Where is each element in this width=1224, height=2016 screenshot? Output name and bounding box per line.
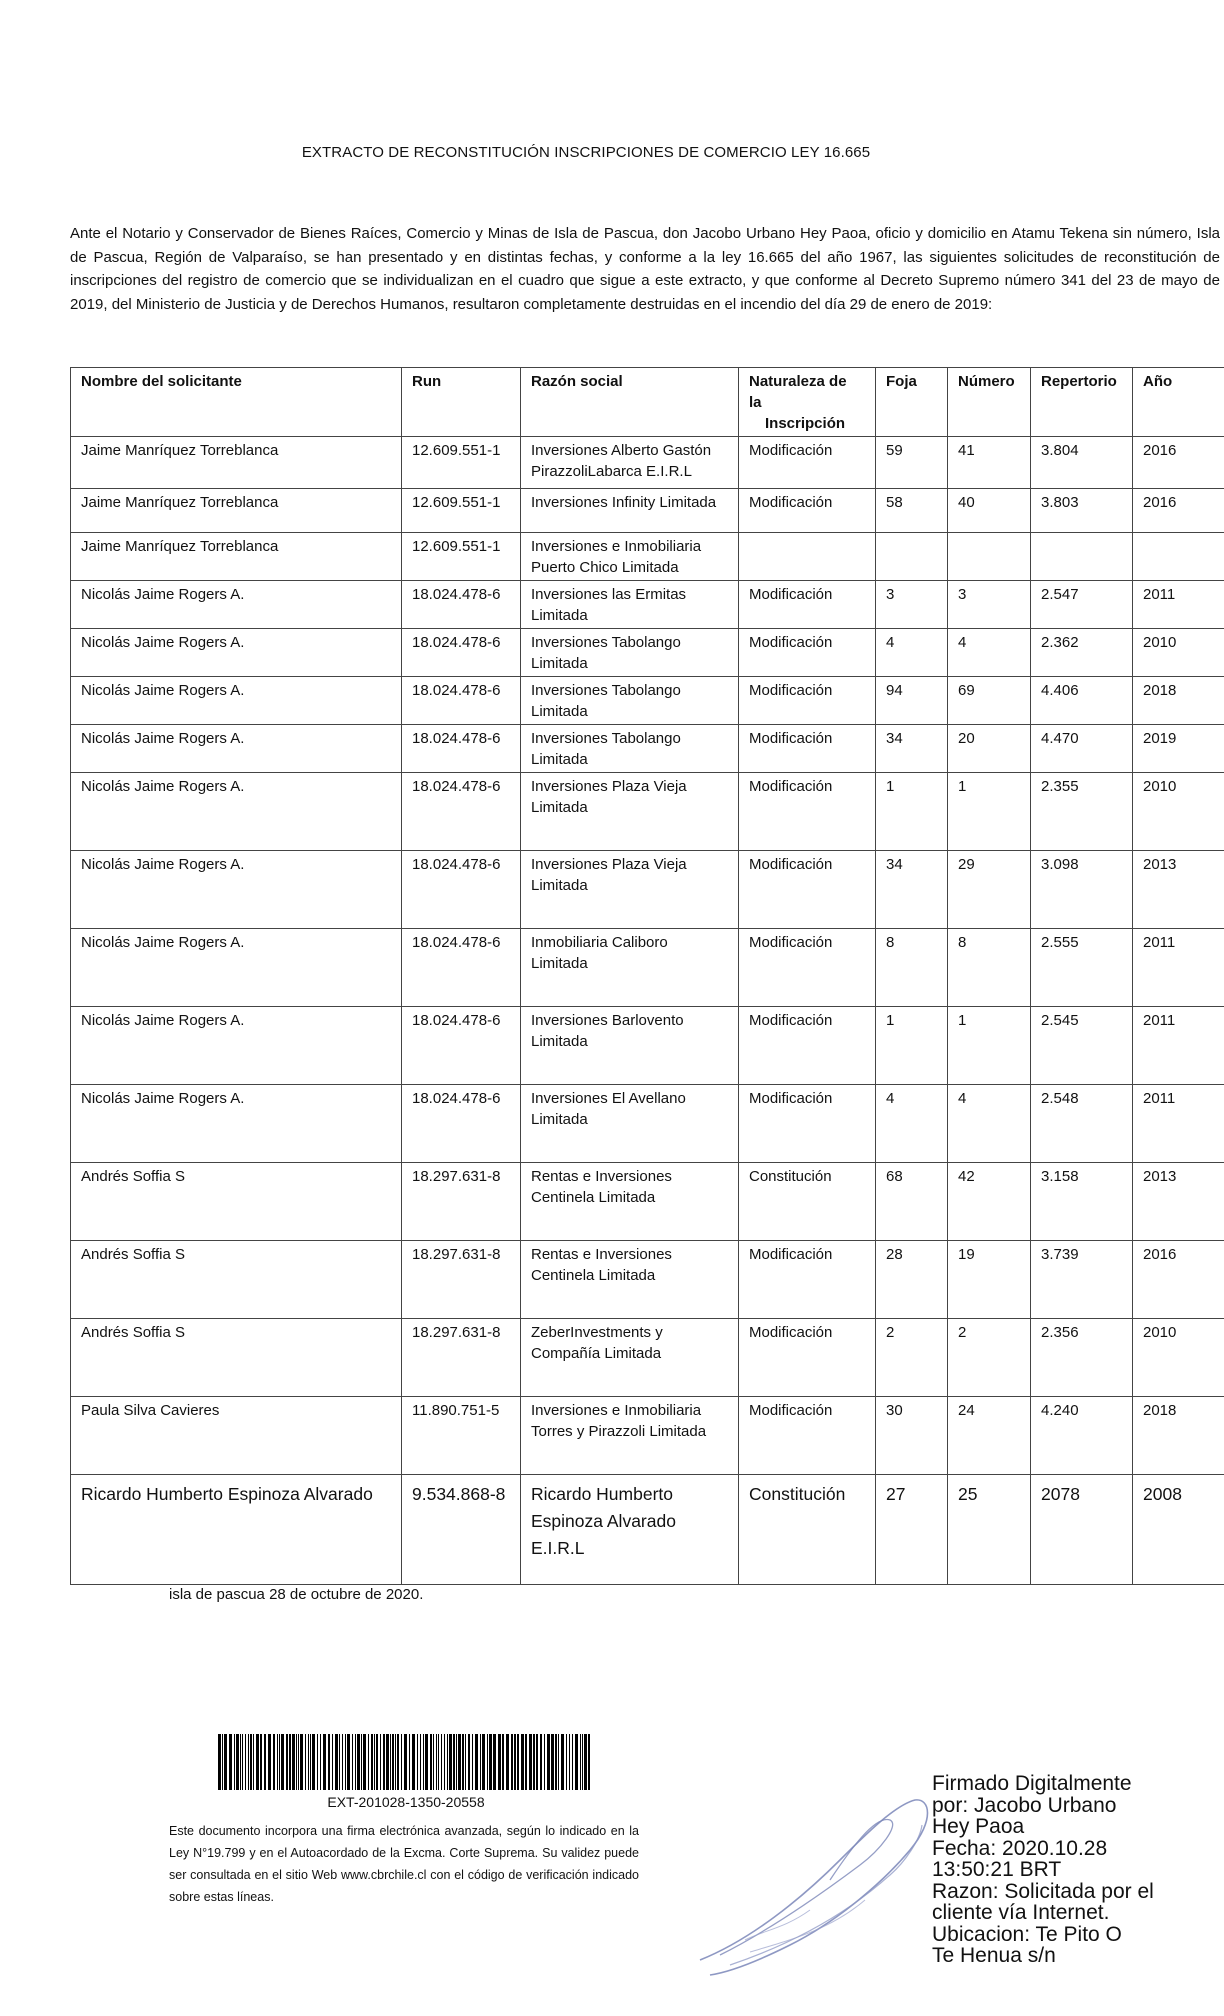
cell-foja: 4: [876, 1085, 948, 1163]
cell-run: 12.609.551-1: [402, 533, 521, 581]
cell-anio: 2010: [1133, 1319, 1224, 1397]
cell-solicitante: Andrés Soffia S: [71, 1241, 402, 1319]
cell-repertorio: 3.739: [1031, 1241, 1133, 1319]
cell-anio: 2011: [1133, 929, 1224, 1007]
header-numero: Número: [948, 368, 1031, 437]
cell-razon: Inversiones Infinity Limitada: [521, 489, 739, 533]
cell-naturaleza: Constitución: [739, 1475, 876, 1585]
cell-foja: 3: [876, 581, 948, 629]
cell-razon: Inversiones Alberto Gastón PirazzoliLabarca E.I.R.L: [521, 437, 739, 489]
cell-run: 12.609.551-1: [402, 437, 521, 489]
cell-numero: 19: [948, 1241, 1031, 1319]
cell-numero: 2: [948, 1319, 1031, 1397]
cell-naturaleza: Constitución: [739, 1163, 876, 1241]
cell-foja: 59: [876, 437, 948, 489]
cell-numero: 25: [948, 1475, 1031, 1585]
header-naturaleza-line1: Naturaleza de: [749, 373, 847, 390]
table-row: [71, 773, 1224, 851]
cell-foja: 1: [876, 773, 948, 851]
cell-razon: Inversiones e Inmobiliaria Torres y Pirazzoli Limitada: [521, 1397, 739, 1475]
table-row: [71, 851, 1224, 929]
cell-razon: Inversiones Barlovento Limitada: [521, 1007, 739, 1085]
cell-anio: 2010: [1133, 773, 1224, 851]
cell-naturaleza: Modificación: [739, 725, 876, 773]
cell-repertorio: 2.545: [1031, 1007, 1133, 1085]
cell-solicitante: Nicolás Jaime Rogers A.: [71, 851, 402, 929]
cell-foja: 4: [876, 629, 948, 677]
cell-run: 18.024.478-6: [402, 773, 521, 851]
cell-repertorio: 2.547: [1031, 581, 1133, 629]
cell-foja: 28: [876, 1241, 948, 1319]
cell-solicitante: Nicolás Jaime Rogers A.: [71, 725, 402, 773]
header-foja: Foja: [876, 368, 948, 437]
table-row: [71, 677, 1224, 725]
cell-numero: 4: [948, 1085, 1031, 1163]
cell-naturaleza: Modificación: [739, 1007, 876, 1085]
cell-razon: Ricardo Humberto Espinoza Alvarado E.I.R.L: [521, 1475, 739, 1585]
cell-naturaleza: Modificación: [739, 489, 876, 533]
cell-solicitante: Andrés Soffia S: [71, 1163, 402, 1241]
cell-numero: 42: [948, 1163, 1031, 1241]
cell-repertorio: 2078: [1031, 1475, 1133, 1585]
header-naturaleza: [739, 368, 876, 437]
cell-razon: Inversiones Plaza Vieja Limitada: [521, 773, 739, 851]
cell-anio: 2019: [1133, 725, 1224, 773]
cell-numero: 8: [948, 929, 1031, 1007]
cell-naturaleza: Modificación: [739, 629, 876, 677]
cell-anio: 2013: [1133, 851, 1224, 929]
table-row: [71, 581, 1224, 629]
cell-naturaleza: [739, 533, 876, 581]
cell-anio: 2011: [1133, 581, 1224, 629]
header-repertorio: Repertorio: [1031, 368, 1133, 437]
cell-repertorio: [1031, 533, 1133, 581]
cell-run: 18.024.478-6: [402, 677, 521, 725]
table-row: [71, 533, 1224, 581]
cell-razon: Inmobiliaria Caliboro Limitada: [521, 929, 739, 1007]
cell-numero: [948, 533, 1031, 581]
header-razon: Razón social: [521, 368, 739, 437]
stamp-line: Firmado Digitalmente: [932, 1772, 1132, 1795]
registry-table: [70, 367, 1224, 1585]
cell-run: 18.024.478-6: [402, 1085, 521, 1163]
cell-foja: 1: [876, 1007, 948, 1085]
cell-solicitante: Nicolás Jaime Rogers A.: [71, 929, 402, 1007]
cell-solicitante: Jaime Manríquez Torreblanca: [71, 489, 402, 533]
cell-razon: Rentas e Inversiones Centinela Limitada: [521, 1241, 739, 1319]
cell-naturaleza: Modificación: [739, 437, 876, 489]
cell-anio: 2016: [1133, 489, 1224, 533]
cell-anio: 2008: [1133, 1475, 1224, 1585]
stamp-line: 13:50:21 BRT: [932, 1858, 1062, 1881]
cell-repertorio: 2.555: [1031, 929, 1133, 1007]
cell-solicitante: Nicolás Jaime Rogers A.: [71, 677, 402, 725]
document-title: EXTRACTO DE RECONSTITUCIÓN INSCRIPCIONES DE COMERCIO LEY 16.665: [301, 144, 871, 161]
cell-naturaleza: Modificación: [739, 1319, 876, 1397]
cell-repertorio: 3.804: [1031, 437, 1133, 489]
cell-run: 18.024.478-6: [402, 581, 521, 629]
cell-solicitante: Andrés Soffia S: [71, 1319, 402, 1397]
cell-anio: 2018: [1133, 677, 1224, 725]
cell-razon: ZeberInvestments y Compañía Limitada: [521, 1319, 739, 1397]
cell-repertorio: 2.356: [1031, 1319, 1133, 1397]
cell-solicitante: Ricardo Humberto Espinoza Alvarado: [71, 1475, 402, 1585]
cell-solicitante: Nicolás Jaime Rogers A.: [71, 581, 402, 629]
cell-naturaleza: Modificación: [739, 677, 876, 725]
cell-naturaleza: Modificación: [739, 1085, 876, 1163]
cell-razon: Inversiones El Avellano Limitada: [521, 1085, 739, 1163]
cell-repertorio: 4.406: [1031, 677, 1133, 725]
cell-anio: 2018: [1133, 1397, 1224, 1475]
stamp-line: Hey Paoa: [932, 1815, 1025, 1838]
stamp-line: Fecha: 2020.10.28: [932, 1836, 1108, 1860]
stamp-line: Te Henua s/n: [932, 1944, 1056, 1967]
cell-numero: 20: [948, 725, 1031, 773]
table-row: [71, 725, 1224, 773]
cell-numero: 3: [948, 581, 1031, 629]
table-row: [71, 1007, 1224, 1085]
cell-run: 18.024.478-6: [402, 725, 521, 773]
cell-repertorio: 4.240: [1031, 1397, 1133, 1475]
cell-run: 18.024.478-6: [402, 929, 521, 1007]
cell-razon: Inversiones Tabolango Limitada: [521, 677, 739, 725]
barcode-image: [218, 1734, 594, 1790]
cell-solicitante: Nicolás Jaime Rogers A.: [71, 1085, 402, 1163]
header-anio: Año: [1133, 368, 1224, 437]
place-date: isla de pascua 28 de octubre de 2020.: [169, 1586, 424, 1603]
cell-run: 18.024.478-6: [402, 851, 521, 929]
cell-foja: 34: [876, 725, 948, 773]
table-row: [71, 1241, 1224, 1319]
cell-repertorio: 3.803: [1031, 489, 1133, 533]
cell-solicitante: Nicolás Jaime Rogers A.: [71, 773, 402, 851]
cell-foja: 58: [876, 489, 948, 533]
cell-numero: 1: [948, 1007, 1031, 1085]
cell-numero: 29: [948, 851, 1031, 929]
cell-solicitante: Nicolás Jaime Rogers A.: [71, 629, 402, 677]
cell-naturaleza: Modificación: [739, 773, 876, 851]
cell-anio: 2010: [1133, 629, 1224, 677]
cell-repertorio: 3.158: [1031, 1163, 1133, 1241]
stamp-line: por: Jacobo Urbano: [932, 1793, 1117, 1817]
cell-numero: 69: [948, 677, 1031, 725]
cell-razon: Inversiones las Ermitas Limitada: [521, 581, 739, 629]
cell-solicitante: Jaime Manríquez Torreblanca: [71, 533, 402, 581]
table-row: [71, 929, 1224, 1007]
cell-numero: 41: [948, 437, 1031, 489]
cell-numero: 40: [948, 489, 1031, 533]
cell-foja: 68: [876, 1163, 948, 1241]
cell-run: 18.297.631-8: [402, 1319, 521, 1397]
cell-repertorio: 2.355: [1031, 773, 1133, 851]
cell-run: 9.534.868-8: [402, 1475, 521, 1585]
cell-foja: 34: [876, 851, 948, 929]
cell-naturaleza: Modificación: [739, 581, 876, 629]
table-row: [71, 1085, 1224, 1163]
cell-naturaleza: Modificación: [739, 1397, 876, 1475]
table-row: [71, 1475, 1224, 1585]
stamp-line: Razon: Solicitada por el: [932, 1879, 1154, 1903]
cell-numero: 4: [948, 629, 1031, 677]
header-solicitante: Nombre del solicitante: [71, 368, 402, 437]
table-row: [71, 1163, 1224, 1241]
table-row: [71, 1319, 1224, 1397]
cell-run: 18.297.631-8: [402, 1241, 521, 1319]
stamp-line: cliente vía Internet.: [932, 1901, 1110, 1924]
cell-razon: Inversiones Plaza Vieja Limitada: [521, 851, 739, 929]
cell-foja: 2: [876, 1319, 948, 1397]
cell-foja: 30: [876, 1397, 948, 1475]
cell-solicitante: Nicolás Jaime Rogers A.: [71, 1007, 402, 1085]
cell-numero: 1: [948, 773, 1031, 851]
cell-foja: 27: [876, 1475, 948, 1585]
table-row: [71, 1397, 1224, 1475]
cell-run: 12.609.551-1: [402, 489, 521, 533]
cell-repertorio: 4.470: [1031, 725, 1133, 773]
table-row: [71, 489, 1224, 533]
cell-anio: 2016: [1133, 437, 1224, 489]
cell-naturaleza: Modificación: [739, 1241, 876, 1319]
cell-repertorio: 3.098: [1031, 851, 1133, 929]
table-header-row: [71, 368, 1224, 437]
cell-naturaleza: Modificación: [739, 851, 876, 929]
header-run: Run: [402, 368, 521, 437]
cell-repertorio: 2.548: [1031, 1085, 1133, 1163]
cell-run: 18.024.478-6: [402, 629, 521, 677]
digital-signature-stamp: [932, 1773, 1222, 1967]
cell-solicitante: Paula Silva Cavieres: [71, 1397, 402, 1475]
cell-foja: [876, 533, 948, 581]
legal-notice: Este documento incorpora una firma electrónica avanzada, según lo indicado en la Ley N°19.799 y en el Autoacordado de la Excma. Corte Suprema. Su validez puede ser consultada en el sitio Web www.cbrchile.cl con el código de verificación indicado sobre estas líneas.: [169, 1824, 639, 1904]
cell-foja: 8: [876, 929, 948, 1007]
cell-anio: 2013: [1133, 1163, 1224, 1241]
verification-code: EXT-201028-1350-20558: [327, 1794, 485, 1810]
intro-paragraph: Ante el Notario y Conservador de Bienes Raíces, Comercio y Minas de Isla de Pascua, don Jacobo Urbano Hey Paoa, oficio y domicilio en Atamu Tekena sin número, Isla de Pascua, Región de Valparaíso, se han presentado y en distintas fechas, y conforme a la ley 16.665 del año 1967, las siguientes solicitudes de reconstitución de inscripciones del registro de comercio que se individualizan en el cuadro que sigue a este extracto, y que conforme al Decreto Supremo número 341 del 23 de mayo de 2019, del Ministerio de Justicia y de Derechos Humanos, resultaron completamente destruidas en el incendio del día 29 de enero de 2019:: [70, 225, 1220, 313]
header-naturaleza-line2: la: [749, 394, 762, 411]
table-row: [71, 629, 1224, 677]
cell-anio: [1133, 533, 1224, 581]
cell-run: 18.297.631-8: [402, 1163, 521, 1241]
cell-run: 18.024.478-6: [402, 1007, 521, 1085]
cell-razon: Rentas e Inversiones Centinela Limitada: [521, 1163, 739, 1241]
stamp-line: Ubicacion: Te Pito O: [932, 1922, 1122, 1946]
cell-numero: 24: [948, 1397, 1031, 1475]
cell-repertorio: 2.362: [1031, 629, 1133, 677]
cell-razon: Inversiones Tabolango Limitada: [521, 725, 739, 773]
cell-anio: 2011: [1133, 1007, 1224, 1085]
cell-foja: 94: [876, 677, 948, 725]
cell-razon: Inversiones Tabolango Limitada: [521, 629, 739, 677]
cell-solicitante: Jaime Manríquez Torreblanca: [71, 437, 402, 489]
cell-run: 11.890.751-5: [402, 1397, 521, 1475]
handwritten-signature: [690, 1780, 940, 1980]
cell-razon: Inversiones e Inmobiliaria Puerto Chico Limitada: [521, 533, 739, 581]
cell-anio: 2011: [1133, 1085, 1224, 1163]
cell-naturaleza: Modificación: [739, 929, 876, 1007]
header-naturaleza-line3: Inscripción: [765, 415, 846, 432]
cell-anio: 2016: [1133, 1241, 1224, 1319]
table-row: [71, 437, 1224, 489]
